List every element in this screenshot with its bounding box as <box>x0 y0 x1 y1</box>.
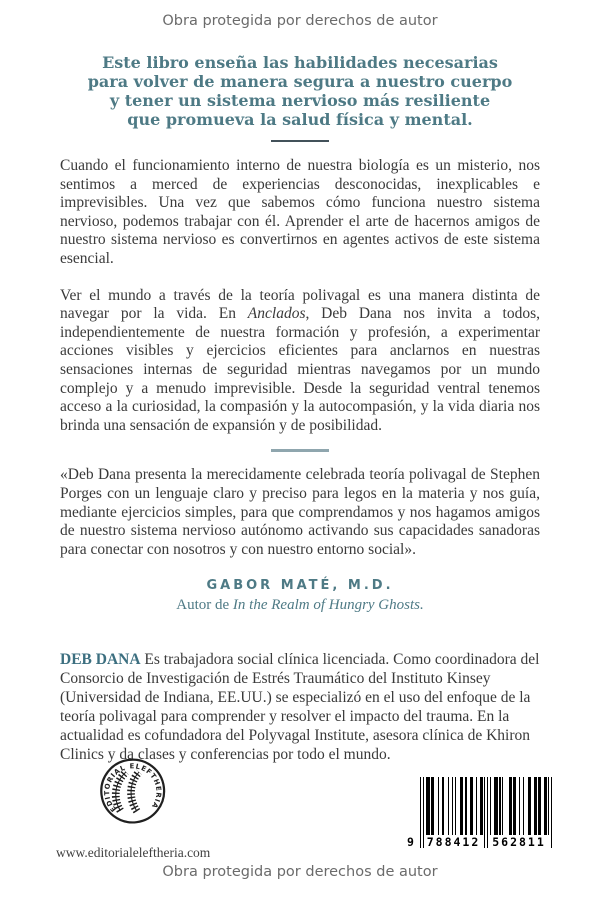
tagline <box>60 53 540 129</box>
tagline-line-4: que promueva la salud física y mental. <box>127 110 473 129</box>
copyright-top-label: Obra protegida por derechos de autor <box>162 13 438 29</box>
tagline-line-2: para volver de manera segura a nuestro cuerpo <box>87 72 513 91</box>
isbn-digits-group2: 562811 <box>489 835 549 849</box>
synopsis-p2-text-after: , Deb Dana nos invita a todos, independientemente de nuestra formación y profesión, a experimentar acciones visibles y ejercicios eficientes para anclarnos en nuestras sensaciones internas de seguridad mientras navegamos por un mundo complejo y a menudo imprevisible. Desde la seguridad ventral tenemos acceso a la curiosidad, la compasión y la autocompasión, y la vida diaria nos brinda una sensación de expansión y de posibilidad. <box>60 305 540 434</box>
isbn-digit-left: 9 <box>407 835 414 849</box>
section-divider <box>271 449 329 452</box>
quote-author-credit <box>60 597 540 614</box>
isbn-barcode <box>407 777 553 849</box>
laurel-branch-icon-2 <box>128 772 143 812</box>
copyright-bottom-label: Obra protegida por derechos de autor <box>162 864 438 880</box>
tagline-line-3: y tener un sistema nervioso más resiliente <box>109 91 491 110</box>
isbn-digits-group1: 788412 <box>424 835 483 849</box>
stamp-text: EDITORIAL ELEFTHERIA <box>103 762 163 814</box>
bio-text: Es trabajadora social clínica licenciada. Como coordinadora del Consorcio de Investigación de Estrés Traumático del Instituto Kinsey (Universidad de Indiana, EE.UU.) se especializó en el uso del enfoque de la teoría polivagal para comprender y resolver el impacto del trauma. En la actualidad es cofundadora del Polyvagal Institute, asesora clínica de Khiron Clinics y da clases y conferencias por todo el mundo. <box>60 651 540 764</box>
publisher-logo-stamp <box>85 743 181 844</box>
book-title-italic: Anclados <box>247 305 306 323</box>
bio-author-name: DEB DANA <box>60 651 141 669</box>
quote-author-name: GABOR MATÉ, M.D. <box>206 578 394 594</box>
credit-prefix: Autor de <box>176 597 233 614</box>
publisher-website: www.editorialeleftheria.com <box>56 845 211 860</box>
publisher-stamp-svg <box>85 743 181 839</box>
review-quote: «Deb Dana presenta la merecidamente celebrada teoría polivagal de Stephen Porges con un lenguaje claro y preciso para legos en la materia y nos guía, mediante ejercicios simples, para que comprendamos y nos hagamos amigos de nuestro sistema nervioso autónomo activando sus capacidades sanadoras para conectar con nosotros y con nuestro entorno social». <box>60 466 540 558</box>
credit-book-title: In the Realm of Hungry Ghosts. <box>232 597 424 614</box>
synopsis-p2-text-before: Ver el mundo a través de la teoría polivagal es una manera distinta de navegar por la vida. En <box>60 286 540 323</box>
tagline-divider <box>271 140 329 142</box>
synopsis-paragraph-2 <box>60 287 540 436</box>
synopsis-paragraph-1: Cuando el funcionamiento interno de nuestra biología es un misterio, nos sentimos a merced de experiencias desconocidas, inexplicables e imprevisibles. Una vez que sabemos cómo funciona nuestro sistema nervioso, podemos trabajar con él. Aprender el arte de hacernos amigos de nuestro sistema nervioso es convertirnos en agentes activos de este sistema esencial. <box>60 157 540 267</box>
tagline-line-1: Este libro enseña las habilidades necesarias <box>102 53 498 72</box>
back-cover-content <box>60 50 540 780</box>
